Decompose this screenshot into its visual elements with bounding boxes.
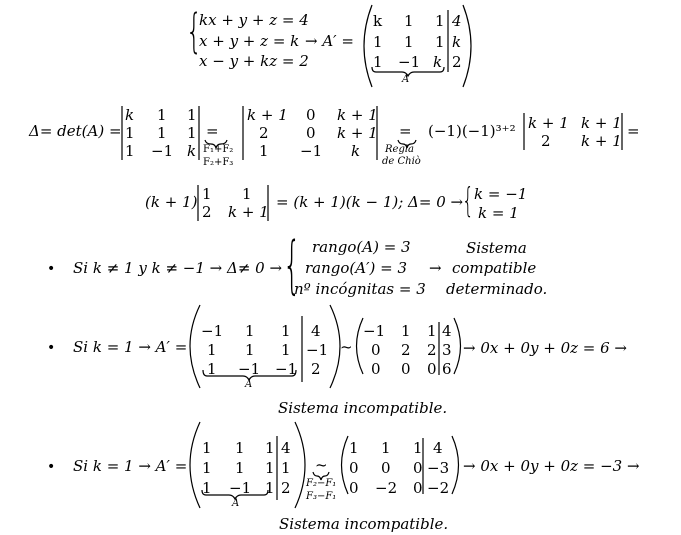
matrix-cell: 4 xyxy=(442,322,452,340)
matrix-cell: 1 xyxy=(401,322,411,340)
underbrace-label: A xyxy=(232,498,240,509)
matrix-cell: 4 xyxy=(311,322,321,340)
rule-note: de Chiò xyxy=(382,156,421,167)
det-cell: k + 1 xyxy=(247,106,288,124)
matrix-cell: 4 xyxy=(433,439,443,457)
conclusion: Sistema incompatible. xyxy=(278,399,448,417)
matrix-cell: 0 xyxy=(381,459,391,477)
left-brace-icon: { xyxy=(283,228,301,301)
underbrace-label: A xyxy=(245,379,253,390)
result-equation: → 0x + 0y + 0z = 6 → xyxy=(463,339,627,357)
equation-3: x − y + kz = 2 xyxy=(199,52,309,70)
matrix-cell: 1 xyxy=(381,439,391,457)
left-paren-icon xyxy=(364,5,372,87)
underbrace-icon xyxy=(398,140,416,148)
det-cell: k xyxy=(125,106,135,124)
det-cell: 1 xyxy=(242,185,252,203)
matrix-cell: 0 xyxy=(371,360,381,378)
matrix-cell: 1 xyxy=(404,33,414,51)
det-cell: 2 xyxy=(541,132,551,150)
matrix-cell: 1 xyxy=(435,33,445,51)
rank-a-prime: rango(A′) = 3 xyxy=(305,259,407,277)
det-cell: k xyxy=(187,142,197,160)
det-cell: 0 xyxy=(306,106,316,124)
equivalence-tilde: ~ xyxy=(340,338,353,356)
matrix-cell: 2 xyxy=(311,360,321,378)
result-line: Sistema xyxy=(466,239,527,257)
left-paren-icon xyxy=(190,305,200,388)
matrix-cell: 1 xyxy=(235,439,245,457)
det-cell: 1 xyxy=(157,106,167,124)
matrix-cell: −1 xyxy=(398,53,421,71)
det-cell: 1 xyxy=(187,124,197,142)
matrix-cell: 1 xyxy=(207,360,217,378)
bullet-icon: • xyxy=(47,261,56,277)
matrix-cell: 1 xyxy=(349,439,359,457)
case-condition: Si k ≠ 1 y k ≠ −1 → Δ≠ 0 → xyxy=(73,259,283,277)
matrix-cell: 0 xyxy=(427,360,437,378)
matrix-cell: 1 xyxy=(427,322,437,340)
det-cell: 1 xyxy=(157,124,167,142)
underbrace-icon xyxy=(202,490,268,499)
equals-sign: = xyxy=(399,122,412,140)
det-cell: −1 xyxy=(151,142,174,160)
det-cell: 2 xyxy=(202,203,212,221)
det-cell: k + 1 xyxy=(581,132,622,150)
det-cell: −1 xyxy=(300,142,323,160)
matrix-cell: 2 xyxy=(452,53,462,71)
det-cell: 1 xyxy=(187,106,197,124)
det-cell: k + 1 xyxy=(337,106,378,124)
matrix-cell: −1 xyxy=(306,341,329,359)
right-paren-icon xyxy=(463,5,471,87)
right-paren-icon xyxy=(295,422,305,508)
matrix-cell: 4 xyxy=(281,439,291,457)
rank-a: rango(A) = 3 xyxy=(312,238,411,256)
matrix-cell: −2 xyxy=(375,479,398,497)
matrix-cell: 0 xyxy=(349,479,359,497)
right-paren-icon xyxy=(454,318,461,374)
matrix-cell: 1 xyxy=(265,439,275,457)
matrix-cell: 2 xyxy=(281,479,291,497)
matrix-cell: 1 xyxy=(281,459,291,477)
bullet-icon: • xyxy=(47,459,56,475)
matrix-cell: 6 xyxy=(442,360,452,378)
matrix-cell: k xyxy=(373,12,383,30)
matrix-cell: 1 xyxy=(413,439,423,457)
arrow-icon: → xyxy=(429,259,442,277)
row-op-note: F₂−F₁ xyxy=(306,478,337,489)
left-brace-icon: { xyxy=(462,181,474,221)
matrix-cell: −1 xyxy=(363,322,386,340)
det-cell: 2 xyxy=(259,124,269,142)
matrix-cell: −1 xyxy=(275,360,298,378)
case-condition: Si k = 1 → A′ = xyxy=(73,338,188,356)
unknowns-count: nº incógnitas = 3 xyxy=(294,280,426,298)
det-cell: k xyxy=(351,142,361,160)
det-cell: k + 1 xyxy=(228,203,269,221)
matrix-cell: 1 xyxy=(235,459,245,477)
delta-lhs: Δ= det(A) = xyxy=(29,122,122,140)
result-line: determinado. xyxy=(446,280,548,298)
result-line: compatible xyxy=(452,259,537,277)
matrix-cell: −2 xyxy=(427,479,450,497)
matrix-cell: 1 xyxy=(202,459,212,477)
matrix-cell: −1 xyxy=(201,322,224,340)
matrix-cell: 2 xyxy=(427,341,437,359)
matrix-cell: 1 xyxy=(265,479,275,497)
equation-2: x + y + z = k xyxy=(199,32,300,50)
underbrace-icon xyxy=(205,140,227,148)
matrix-cell: 1 xyxy=(245,322,255,340)
matrix-cell: −1 xyxy=(229,479,252,497)
matrix-cell: −1 xyxy=(238,360,261,378)
arrow-a-prime: → A′ = xyxy=(305,32,354,50)
matrix-cell: 0 xyxy=(401,360,411,378)
solution-2: k = 1 xyxy=(478,204,519,222)
det-cell: 1 xyxy=(259,142,269,160)
matrix-cell: 1 xyxy=(207,341,217,359)
left-brace-icon: { xyxy=(186,4,203,58)
row-op-note: F₃−F₁ xyxy=(306,491,337,502)
equals-sign: = xyxy=(206,122,219,140)
bullet-icon: • xyxy=(47,340,56,356)
underbrace-icon xyxy=(203,370,296,380)
matrix-cell: 1 xyxy=(373,53,383,71)
matrix-cell: 0 xyxy=(371,341,381,359)
solution-1: k = −1 xyxy=(474,185,528,203)
matrix-cell: 3 xyxy=(442,341,452,359)
left-paren-icon xyxy=(357,318,364,374)
result-expression: = (k + 1)(k − 1); Δ= 0 → xyxy=(276,193,464,211)
factor-k-plus-1: (k + 1) xyxy=(145,193,198,211)
row-op-note: F₂+F₃ xyxy=(203,157,234,168)
matrix-cell: 1 xyxy=(202,479,212,497)
matrix-cell: 0 xyxy=(413,459,423,477)
matrix-cell: k xyxy=(433,53,443,71)
matrix-cell: 1 xyxy=(281,341,291,359)
det-cell: k + 1 xyxy=(337,124,378,142)
conclusion: Sistema incompatible. xyxy=(279,515,449,533)
matrix-cell: 0 xyxy=(413,479,423,497)
underbrace-icon xyxy=(372,67,444,76)
det-cell: 1 xyxy=(125,142,135,160)
matrix-cell: 1 xyxy=(373,33,383,51)
matrix-cell: 1 xyxy=(404,12,414,30)
matrix-cell: 1 xyxy=(202,439,212,457)
sign-factor: (−1)(−1)³⁺² xyxy=(428,122,516,140)
matrix-cell: −3 xyxy=(427,459,450,477)
rule-note: Regla xyxy=(385,144,415,155)
matrix-cell: 1 xyxy=(435,12,445,30)
equals-sign: = xyxy=(627,122,640,140)
equivalence-tilde: ~ xyxy=(315,456,328,474)
matrix-cell: 1 xyxy=(245,341,255,359)
right-paren-icon xyxy=(452,436,459,494)
right-paren-icon xyxy=(330,305,340,388)
det-cell: 1 xyxy=(125,124,135,142)
det-cell: 1 xyxy=(202,185,212,203)
matrix-cell: 1 xyxy=(265,459,275,477)
underbrace-icon xyxy=(313,472,329,480)
row-op-note: F₁+F₂ xyxy=(203,144,234,155)
matrix-cell: k xyxy=(452,33,462,51)
case-condition: Si k = 1 → A′ = xyxy=(73,457,188,475)
matrix-cell: 0 xyxy=(349,459,359,477)
matrix-cell: 4 xyxy=(452,12,462,30)
result-equation: → 0x + 0y + 0z = −3 → xyxy=(463,457,640,475)
matrix-cell: 2 xyxy=(401,341,411,359)
det-cell: k + 1 xyxy=(528,114,569,132)
matrix-cell: 1 xyxy=(281,322,291,340)
det-cell: k + 1 xyxy=(581,114,622,132)
equation-1: kx + y + z = 4 xyxy=(199,11,309,29)
det-cell: 0 xyxy=(306,124,316,142)
left-paren-icon xyxy=(342,436,349,494)
underbrace-label: A xyxy=(402,74,410,85)
left-paren-icon xyxy=(190,422,200,508)
